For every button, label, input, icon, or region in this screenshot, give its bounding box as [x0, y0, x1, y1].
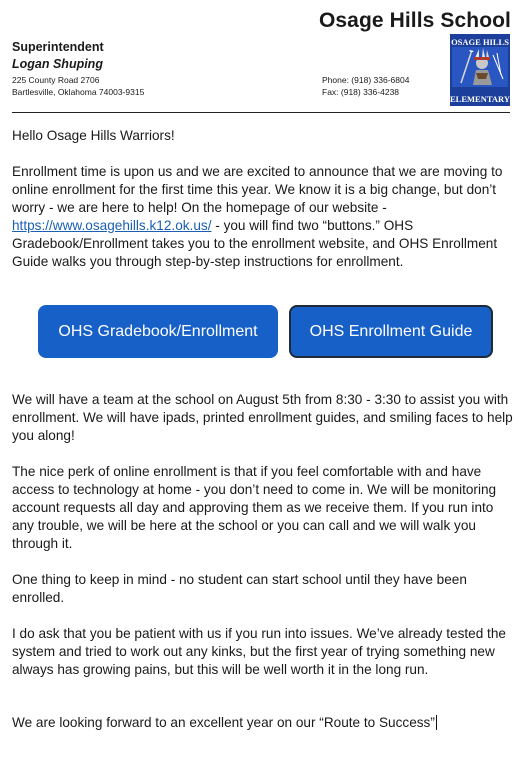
superintendent-name: Logan Shuping — [12, 57, 103, 71]
logo-bottom-text: ELEMENTARY — [450, 94, 510, 104]
school-name: Osage Hills School — [318, 9, 511, 32]
gradebook-enrollment-button-label: OHS Gradebook/Enrollment — [58, 322, 258, 340]
paragraph-online-perk: The nice perk of online enrollment is that if you feel comfortable with and have access to technology at home - you don’t need to come in. We will be monitoring account requests all day and approving them as we receive them. If you run into any trouble, we will be here at the school or you can call and we will walk you through it. — [12, 464, 497, 551]
website-link[interactable]: https://www.osagehills.k12.ok.us/ — [12, 218, 212, 233]
superintendent-title: Superintendent — [12, 40, 104, 54]
address-line-1: 225 County Road 2706 — [12, 75, 100, 85]
logo-top-text: OSAGE HILLS — [451, 37, 509, 47]
paragraph-enrollment-intro — [12, 163, 513, 271]
fax-number: Fax: (918) 336-4238 — [322, 87, 400, 97]
enrollment-guide-button-label: OHS Enrollment Guide — [309, 322, 473, 340]
gradebook-enrollment-button[interactable] — [38, 305, 278, 358]
closing-text: We are looking forward to an excellent year on our “Route to Success” — [12, 715, 435, 730]
warrior-mascot-icon — [449, 33, 511, 107]
closing-line — [12, 714, 513, 732]
paragraph-assistance: We will have a team at the school on August 5th from 8:30 - 3:30 to assist you with enrollment. We will have ipads, printed enrollment guides, and smiling faces to help you along! — [12, 392, 513, 443]
paragraph-patience: I do ask that you be patient with us if you run into issues. We’ve already tested the system and tried to work out any kinks, but the first year of trying something new always has growing pains, but this will be well worth it in the long run. — [12, 626, 506, 677]
paragraph-enrollment-intro-end: - you will find two “buttons.” OHS Gradebook/Enrollment takes you to the enrollment website, and OHS Enrollment Guide walks you through step-by-step instructions for enrollment. — [12, 218, 498, 269]
school-logo — [449, 33, 511, 107]
phone-number: Phone: (918) 336-6804 — [322, 75, 410, 85]
paragraph-enrollment-required: One thing to keep in mind - no student can start school until they have been enrolled. — [12, 572, 467, 605]
header-divider — [12, 112, 510, 113]
paragraph-enrollment-intro-start: Enrollment time is upon us and we are excited to announce that we are moving to online enrollment for the first time this year. We know it is a big change, but don’t worry - we are here to help! On the homepage of our website - — [12, 164, 503, 215]
address-line-2: Bartlesville, Oklahoma 74003-9315 — [12, 87, 145, 97]
greeting: Hello Osage Hills Warriors! — [12, 128, 175, 143]
enrollment-guide-button[interactable] — [289, 305, 493, 358]
text-cursor — [436, 715, 437, 730]
